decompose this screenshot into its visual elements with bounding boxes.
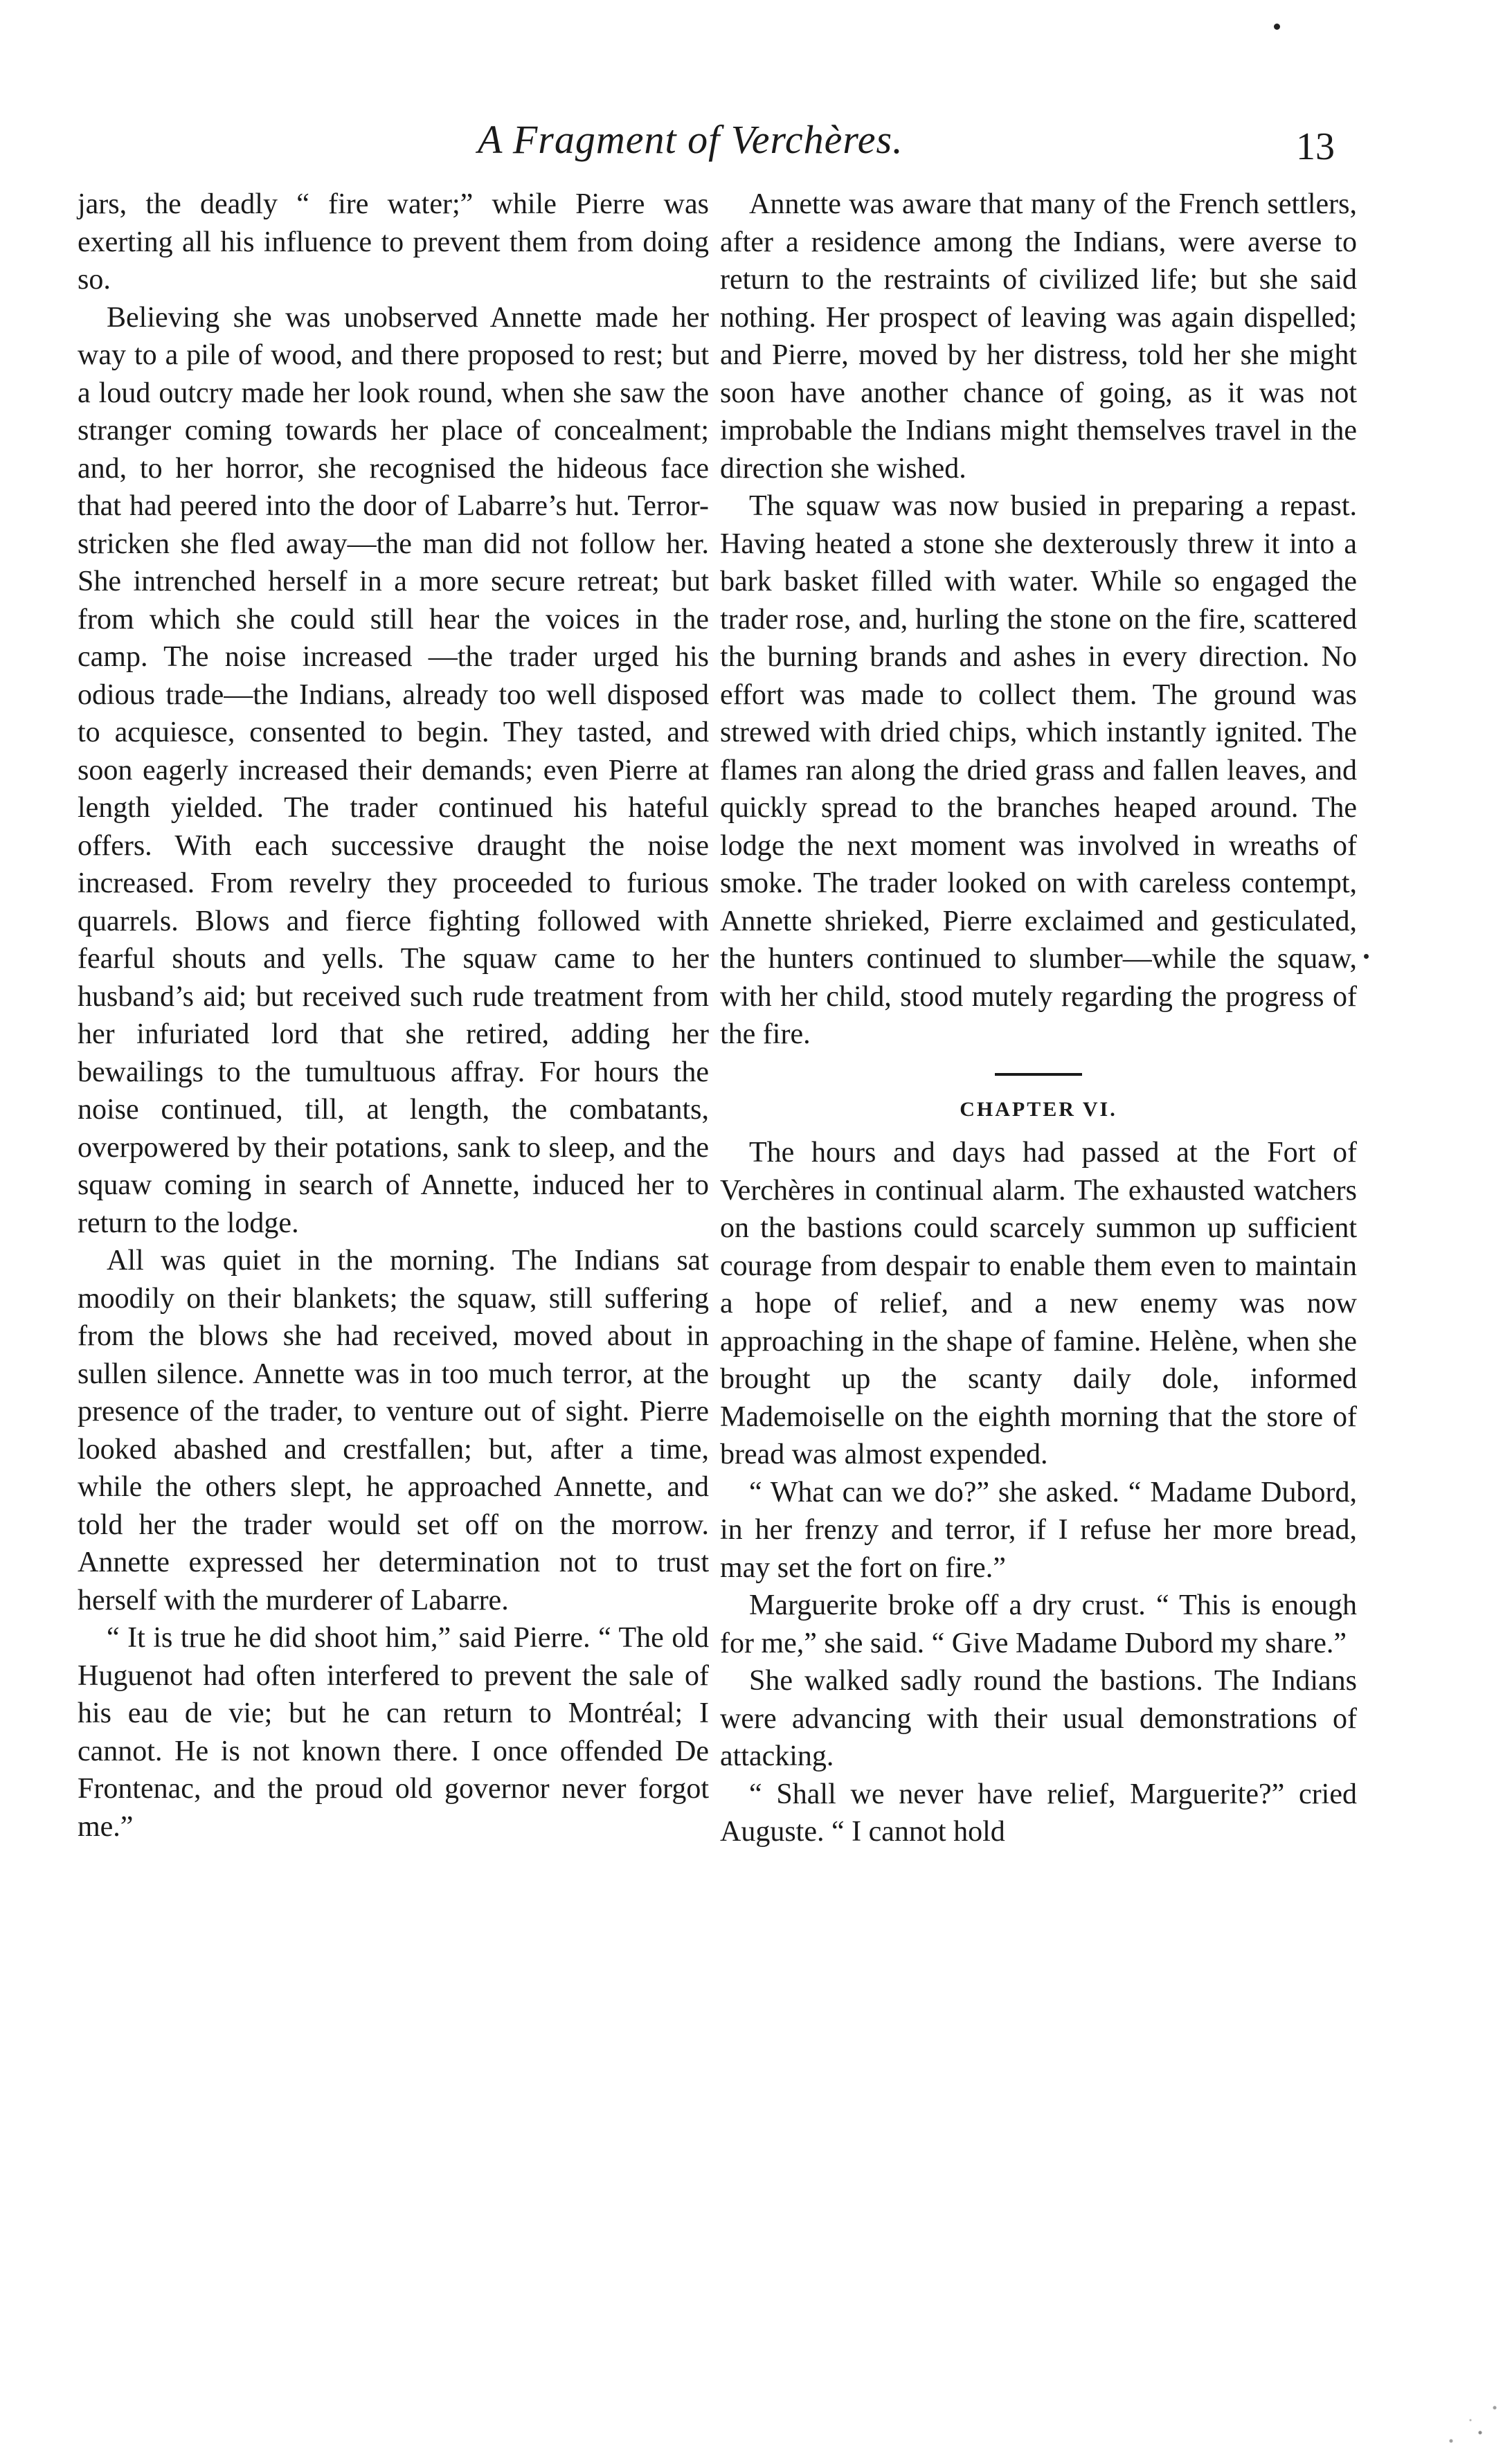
- section-divider: [995, 1073, 1082, 1076]
- paragraph: “ Shall we never have relief, Marguerite?” cried Auguste. “ I cannot hold: [720, 1778, 1357, 1848]
- paragraph: Believing she was unobserved Annette made her way to a pile of wood, and there proposed to rest; but a loud outcry made her look round, when she saw the stranger coming towards her place of concealment; and, to her horror, she recognised the hideous face that had peered into the door of Labarre’s hut. Terror-stricken she fled away—the man did not follow her. She intrenched herself in a more secure retreat; but from which she could still hear the voices in the camp. The noise increased —the trader urged his odious trade—the Indians, already too well disposed to acquiesce, consented to begin. They tasted, and soon eagerly increased their demands; even Pierre at length yielded. The trader continued his hateful offers. With each successive draught the noise increased. From revelry they proceeded to furious quarrels. Blows and fierce fighting followed with fearful shouts and yells. The squaw came to her husband’s aid; but received such rude treatment from her infuriated lord that she retired, adding her bewailings to the tumultuous affray. For hours the noise continued, till, at length, the combatants, overpowered by their potations, sank to sleep, and the squaw coming in search of Annette, induced her to return to the lodge.: [78, 301, 709, 1239]
- ink-spot: [1364, 954, 1369, 959]
- running-header: [0, 116, 1512, 172]
- chapter-heading: CHAPTER VI.: [960, 1097, 1117, 1121]
- paragraph: All was quiet in the morning. The Indians sat moodily on their blankets; the squaw, still suffering from the blows she had received, moved about in sullen silence. Annette was in too much terror, at the presence of the trader, to venture out of sight. Pierre looked abashed and crestfallen; but, after a time, while the others slept, he approached Annette, and told her the trader would set off on the morrow. Annette expressed her determination not to trust herself with the murderer of Labarre.: [78, 1245, 709, 1616]
- paragraph: The squaw was now busied in preparing a repast. Having heated a stone she dexterously threw it into a bark basket filled with water. While so engaged the trader rose, and, hurling the stone on the fire, scattered the burning brands and ashes in every direction. No effort was made to collect them. The ground was strewed with dried chips, which instantly ignited. The flames ran along the dried grass and fallen leaves, and quickly spread to the branches heaped around. The lodge the next moment was involved in wreaths of smoke. The trader looked on with careless contempt, Annette shrieked, Pierre exclaimed and gesticulated, the hunters continued to slumber—while the squaw, with her child, stood mutely regarding the progress of the fire.: [720, 490, 1357, 1050]
- paragraph: Marguerite broke off a dry crust. “ This is enough for me,” she said. “ Give Madame Dubord my share.”: [720, 1589, 1357, 1659]
- paragraph: Annette was aware that many of the French settlers, after a residence among the Indians, were averse to return to the restraints of civilized life; but she said nothing. Her prospect of leaving was again dispelled; and Pierre, moved by her distress, told her she might soon have another chance of going, as it was not improbable the Indians might themselves travel in the direction she wished.: [720, 188, 1357, 485]
- paragraph: jars, the deadly “ fire water;” while Pierre was exerting all his influence to prevent them from doing so.: [78, 188, 709, 296]
- right-column: [720, 186, 1357, 1851]
- running-title: A Fragment of Verchères.: [478, 117, 903, 162]
- paper-speckle: [1412, 2374, 1509, 2458]
- left-column: [78, 186, 709, 1846]
- paragraph: “ What can we do?” she asked. “ Madame Dubord, in her frenzy and terror, if I refuse her more bread, may set the fort on fire.”: [720, 1476, 1357, 1584]
- paragraph: The hours and days had passed at the Fort of Verchères in continual alarm. The exhausted watchers on the bastions could scarcely summon up sufficient courage from despair to enable them even to maintain a hope of relief, and a new enemy was now approaching in the shape of famine. Helène, when she brought up the scanty daily dole, informed Mademoiselle on the eighth morning that the store of bread was almost expended.: [720, 1137, 1357, 1470]
- paragraph: She walked sadly round the bastions. The Indians were advancing with their usual demonstrations of attacking.: [720, 1665, 1357, 1772]
- ink-spot: [1274, 24, 1280, 30]
- paragraph: “ It is true he did shoot him,” said Pierre. “ The old Huguenot had often interfered to prevent the sale of his eau de vie; but he can return to Montréal; I cannot. He is not known there. I once offended De Frontenac, and the proud old governor never forgot me.”: [78, 1622, 709, 1843]
- page-number: 13: [1296, 125, 1335, 168]
